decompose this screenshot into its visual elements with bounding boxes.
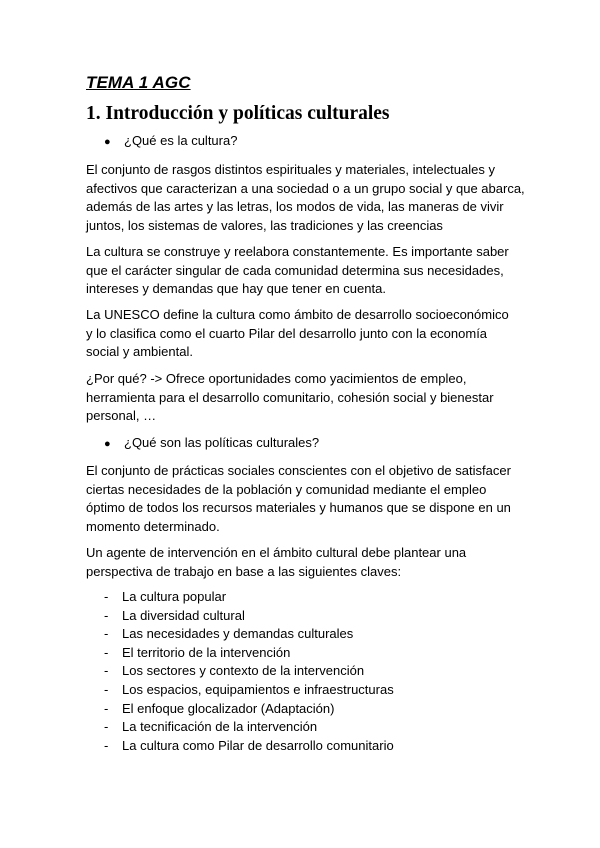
dash-icon: -: [104, 589, 109, 604]
text-line: óptimo de todos los recursos materiales y humanos que se dispone en un: [86, 500, 511, 516]
document-title: TEMA 1 AGC: [86, 73, 191, 92]
dash-icon: -: [104, 644, 109, 660]
text-line: y lo clasifica como el cuarto Pilar del desarrollo junto con la economía: [86, 325, 488, 341]
text-line: momento determinado.: [86, 518, 220, 534]
paragraph-agent: [86, 544, 526, 581]
text-line: intereses y demandas que hay que tener en cuenta.: [86, 281, 386, 297]
paragraph-policies-definition: [86, 462, 526, 536]
text-line: ¿Por qué? -> Ofrece oportunidades como yacimientos de empleo,: [86, 371, 467, 386]
dash-icon: -: [104, 681, 109, 697]
paragraph-unesco: [86, 306, 526, 362]
text-line: La cultura se construye y reelabora constantemente. Es importante saber: [86, 244, 509, 259]
list-item: [104, 607, 394, 626]
text-line: juntos, los sistemas de valores, las tradiciones y las creencias: [86, 217, 443, 233]
list-item-text: Los sectores y contexto de la intervención: [122, 663, 365, 679]
text-line: ciertas necesidades de la población y comunidad mediante el empleo: [86, 481, 487, 497]
list-item: [104, 625, 394, 644]
bullet-question-culture: [104, 133, 237, 148]
bullet-text: ¿Qué es la cultura?: [124, 133, 238, 148]
list-item-text: La cultura popular: [122, 589, 227, 604]
paragraph-culture-definition: [86, 161, 526, 235]
list-item-text: El territorio de la intervención: [122, 644, 291, 660]
list-item-text: Los espacios, equipamientos e infraestructuras: [122, 681, 394, 697]
list-item: [104, 644, 394, 663]
text-line: El conjunto de prácticas sociales conscientes con el objetivo de satisfacer: [86, 463, 511, 478]
bullet-icon: ●: [104, 136, 111, 148]
bullet-text: ¿Qué son las políticas culturales?: [124, 435, 320, 450]
list-item-text: El enfoque glocalizador (Adaptación): [122, 700, 335, 716]
text-line: La UNESCO define la cultura como ámbito de desarrollo socioeconómico: [86, 307, 509, 322]
list-item: [104, 681, 394, 700]
dash-icon: -: [104, 663, 109, 679]
list-item-text: Las necesidades y demandas culturales: [122, 626, 354, 642]
dash-icon: -: [104, 607, 109, 623]
bullet-icon: ●: [104, 438, 111, 450]
dash-icon: -: [104, 719, 109, 735]
list-item: [104, 718, 394, 737]
keys-list: [104, 588, 394, 755]
dash-icon: -: [104, 626, 109, 642]
text-line: que el carácter singular de cada comunidad determina sus necesidades,: [86, 262, 504, 278]
section-heading: 1. Introducción y políticas culturales: [86, 103, 390, 124]
text-line: perspectiva de trabajo en base a las siguientes claves:: [86, 563, 402, 579]
dash-icon: -: [104, 737, 109, 753]
text-line: El conjunto de rasgos distintos espirituales y materiales, intelectuales y: [86, 162, 495, 177]
list-item: [104, 662, 394, 681]
list-item: [104, 737, 394, 756]
bullet-question-policies: [104, 435, 319, 450]
text-line: Un agente de intervención en el ámbito cultural debe plantear una: [86, 545, 467, 560]
text-line: además de las artes y las letras, los modos de vida, las maneras de vivir: [86, 199, 504, 215]
text-line: personal, …: [86, 408, 157, 424]
list-item-text: La tecnificación de la intervención: [122, 719, 318, 735]
paragraph-culture-construction: [86, 243, 526, 299]
dash-icon: -: [104, 700, 109, 716]
list-item-text: La cultura como Pilar de desarrollo comunitario: [122, 737, 394, 753]
text-line: herramienta para el desarrollo comunitario, cohesión social y bienestar: [86, 389, 494, 405]
list-item-text: La diversidad cultural: [122, 607, 245, 623]
text-line: social y ambiental.: [86, 344, 193, 360]
text-line: afectivos que caracterizan a una sociedad o a un grupo social y que abarca,: [86, 180, 525, 196]
list-item: [104, 588, 394, 607]
list-item: [104, 700, 394, 719]
paragraph-why: [86, 370, 526, 426]
